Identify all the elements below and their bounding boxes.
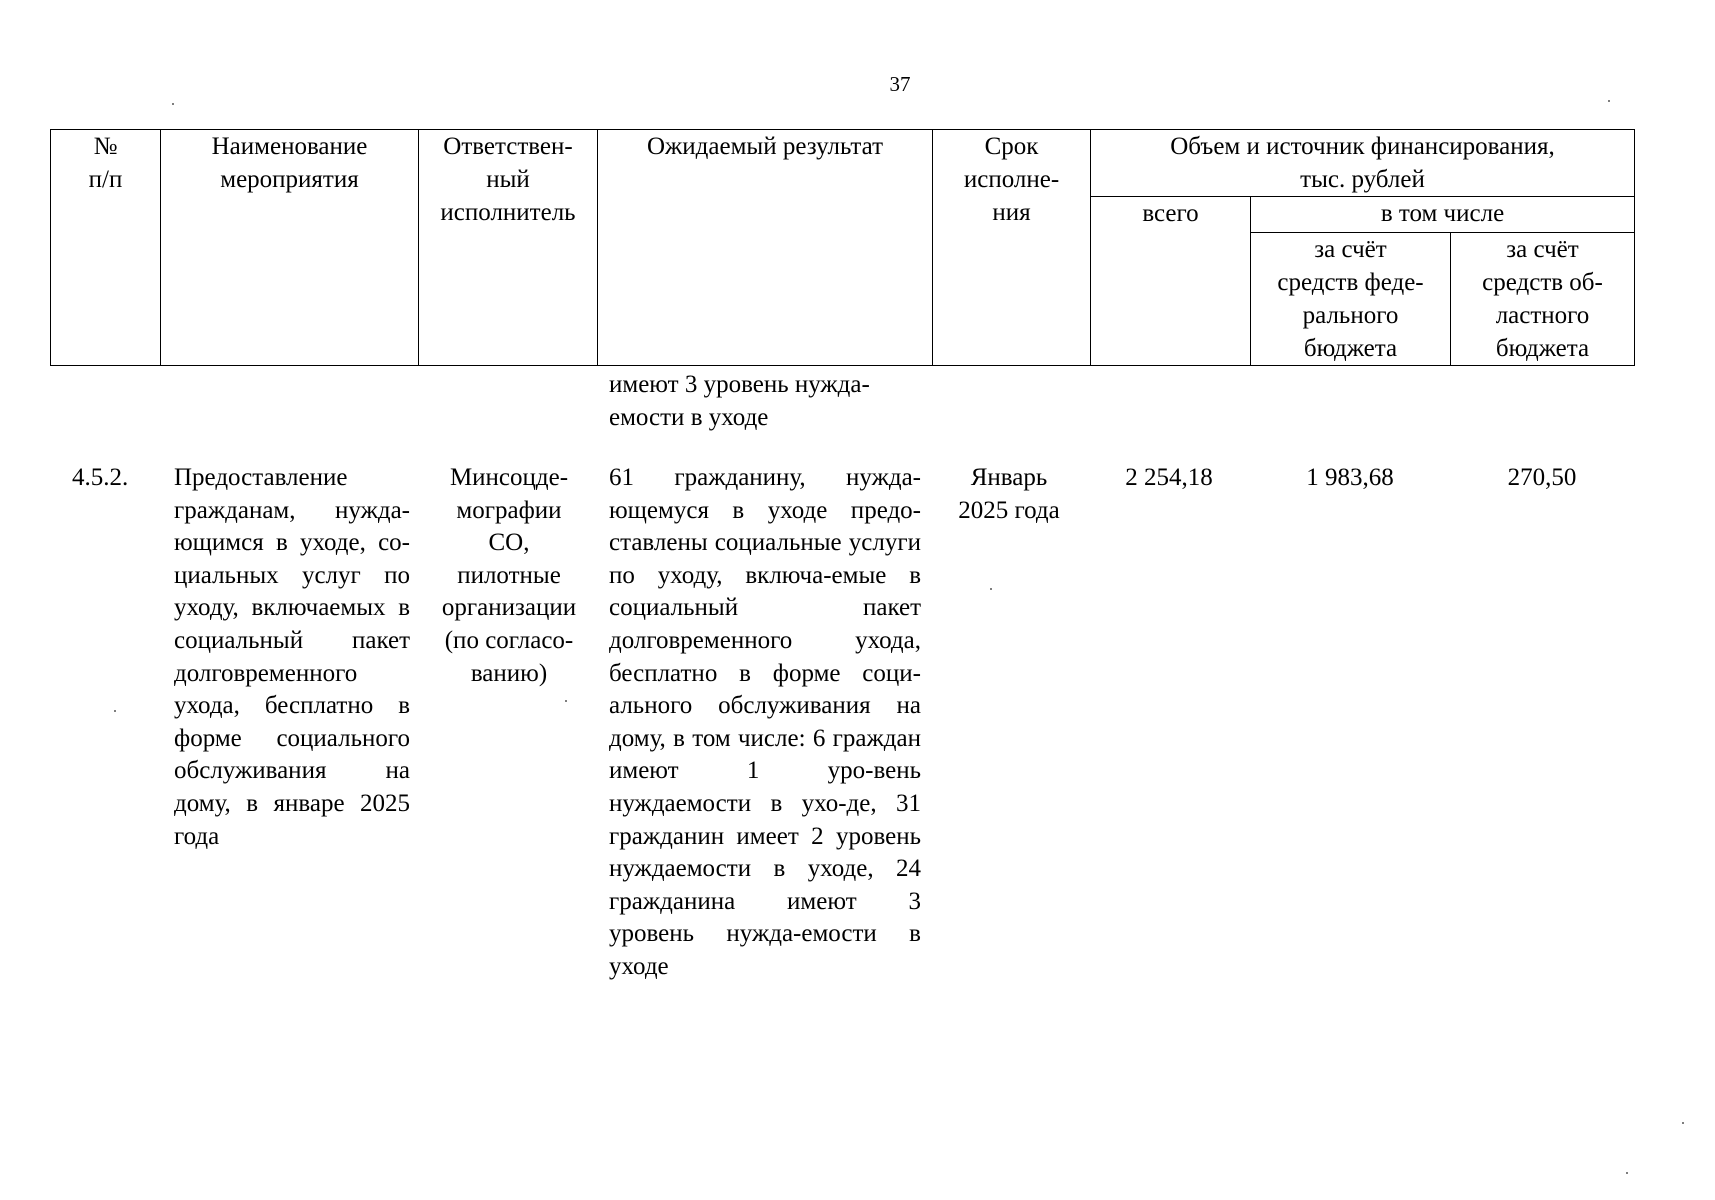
- header-responsible: Ответствен- ный исполнитель: [419, 130, 598, 366]
- scan-speck: [114, 710, 116, 712]
- header-result: Ожидаемый результат: [598, 130, 933, 366]
- header-term: Срок исполне- ния: [933, 130, 1091, 366]
- scan-speck: [1682, 1122, 1684, 1124]
- funding-regional: 270,50: [1507, 464, 1577, 491]
- row-number: 4.5.2.: [72, 464, 129, 491]
- header-num: № п/п: [51, 130, 161, 366]
- responsible-executor: Минсоцде- мографии СО, пилотные организации (по согласо- ванию): [441, 464, 577, 687]
- header-table: [50, 129, 1635, 366]
- scan-speck: [1626, 1172, 1628, 1174]
- header-federal: за счёт средств феде- рального бюджета: [1251, 233, 1451, 366]
- header-regional: за счёт средств об- ластного бюджета: [1451, 233, 1635, 366]
- scan-speck: [1608, 100, 1610, 102]
- header-name: Наименование мероприятия: [161, 130, 419, 366]
- scan-speck: [990, 588, 992, 590]
- funding-total: 2 254,18: [1125, 464, 1213, 491]
- header-financing: Объем и источник финансирования, тыс. рублей: [1091, 130, 1635, 197]
- funding-federal: 1 983,68: [1306, 464, 1394, 491]
- header-including: в том числе: [1251, 197, 1635, 233]
- page-number: 37: [889, 72, 911, 96]
- measure-name: Предоставление гражданам, нужда-ющимся в уходе, со-циальных услуг по уходу, включаемых в социальный пакет долговременного ухода, бесплатно в форме социального обслуживания на дому, в январе 2025 года: [174, 464, 410, 850]
- header-total: всего: [1091, 197, 1251, 366]
- execution-term: Январь 2025 года: [958, 464, 1060, 524]
- expected-result: 61 гражданину, нужда-ющемуся в уходе предо-ставлены социальные услуги по уходу, включа-емые в социальный пакет долговременного ухода, бесплатно в форме соци-ального обслуживания на дому, в том числе: 6 граждан имеют 1 уро-вень нуждаемости в ухо-де, 31 гражданин имеет 2 уровень нуждаемости в уходе, 24 гражданина имеют 3 уровень нужда-емости в уходе: [609, 464, 921, 980]
- scan-speck: [172, 103, 174, 105]
- scan-speck: [565, 700, 567, 702]
- continued-result-text: имеют 3 уровень нужда- емости в уходе: [609, 371, 870, 431]
